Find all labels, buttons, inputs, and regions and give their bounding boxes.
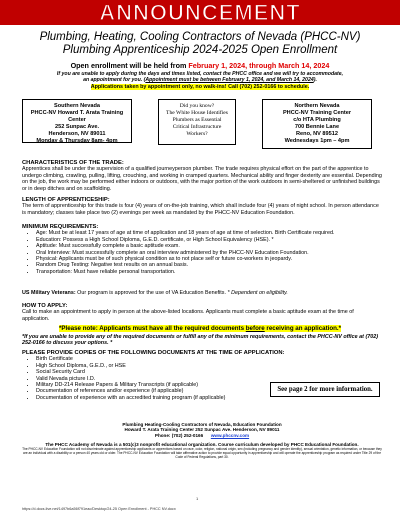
website-link[interactable]: www.phccnv.com (210, 432, 250, 438)
requirement-item: • Aptitude: Must successfully complete a basic aptitude exam. (36, 243, 382, 249)
north-hours: Wednesdays 1pm – 4pm (284, 138, 350, 144)
southern-nevada-box (22, 99, 132, 143)
documents-heading: PLEASE PROVIDE COPIES OF THE FOLLOWING DOCUMENTS AT THE TIME OF APPLICATION: (22, 350, 285, 356)
apply-notice: *Please note: Applicants must have all the required documents before receiving an application.* (58, 325, 342, 332)
apply-heading: HOW TO APPLY: (22, 303, 68, 309)
south-name: PHCC-NV Howard T. Arata Training Center (30, 110, 124, 123)
north-street: 700 Bennie Lane (294, 124, 340, 130)
footer-statement: The PHCC Academy of Nevada is a 501(c)3 nonprofit educational organization. Course curriculum developed by PHCC Educational Foundation. (45, 442, 359, 447)
requirement-item: • Physical: Applicants must be of such physical condition as to not place self or future co-workers in jeopardy. (36, 256, 382, 262)
north-care: c/o HTA Plumbing (293, 117, 341, 123)
requirement-item: • Transportation: Must have reliable personal transportation. (36, 269, 382, 275)
length-section (22, 197, 382, 216)
requirement-item: • Age: Must be at least 17 years of age at time of application and 18 years of age at time of selection. Birth Certificate required. (36, 230, 382, 236)
north-name: PHCC-NV Training Center (282, 110, 352, 116)
apply-unable-note: *If you are unable to provide any of the required documents or fulfill any of the minimum requirements, contact the PHCC-NV office at (702) 252-0166 to discuss your options. * (22, 334, 379, 347)
length-heading: LENGTH OF APPRENTICESHIP: (22, 197, 110, 203)
south-region: Southern Nevada (53, 103, 100, 109)
north-region: Northern Nevada (294, 103, 340, 109)
apply-section (22, 303, 382, 322)
south-street: 252 Sunpac Ave. (54, 124, 100, 130)
page-number: 1 (196, 496, 199, 501)
requirements-section (22, 224, 382, 275)
northern-nevada-box (262, 99, 372, 149)
south-hours: Monday & Thursday 8am- 4pm (36, 138, 118, 144)
veterans-label: US Military Veterans: (22, 290, 76, 296)
footer-org: Plumbing Heating-Cooling Contractors of Nevada, Education Foundation Howard T. Arata Training Center 252 Sunpac Ave. Henderson, NV 89011 Phone: (702) 252-0166 www.phccnv.com (122, 422, 282, 438)
program-title: Plumbing Apprenticeship 2024-2025 Open Enrollment (62, 44, 338, 56)
document-item: • Military DD-214 Release Papers & Military Transcripts (if applicable) (36, 382, 382, 388)
org-title: Plumbing, Heating, Cooling Contractors of Nevada (PHCC-NV) (39, 31, 361, 43)
length-body: The term of apprenticeship for this trade is four (4) years of on-the-job training, which shall include four (4) years of night school. In person attendance is mandatory; classes take place two (2) evenings per week as mandated by the PHCC-NV Education Foundation. (22, 203, 379, 216)
requirement-item: • Oral Interview: Must successfully complete an oral interview administered by the PHCC-NV Education Foundation. (36, 250, 382, 256)
did-you-know-box: Did you know? The White House Identifies Plumbers as Essential Critical Infrastructure Workers? (158, 99, 236, 145)
requirement-item: • Random Drug Testing: Negative test results on an annual basis. (36, 262, 382, 268)
north-city: Reno, NV 89512 (296, 131, 338, 137)
veterans-note: * Dependent on eligibility. (227, 290, 288, 296)
characteristics-heading: CHARACTERISTICS OF THE TRADE: (22, 160, 124, 166)
footer-fine-print: The PHCC-NV Education Foundation will not discriminate against apprenticeship applicants or apprentices based on race, color, religion, national origin, sex (including pregnancy and gender identity), sexual orientation, genetic information, or because they are an individual with a disability or a person 40 years old or older. The PHCC-NV Education Foundation will take affirmative action to provide equal opportunity in apprenticeship and will operate the apprenticeship program as required under Title 29 of the Code of Federal Regulations, part 30. (22, 447, 382, 459)
document-item: • Documentation of experience with an accredited training program (if applicable) (36, 395, 382, 401)
veterans-section: US Military Veterans: Our program is approved for the use of VA Education Benefits. * Dependent on eligibility. (22, 290, 288, 296)
document-item: • Social Security Card (36, 369, 382, 375)
enrollment-date-range: February 1, 2024, through March 14, 2024 (188, 61, 330, 70)
document-item: • Valid Nevada picture I.D. (36, 376, 382, 382)
print-url: https://d.docs.live.net/1497b6a56f791eac/Desktop/24-25 Open Enrollment - PHCC NV.docx (22, 507, 176, 511)
enrollment-dates: Open enrollment will be held from February 1, 2024, through March 14, 2024 (70, 61, 330, 70)
requirement-item: • Education: Possess a High School Diploma, G.E.D. certificate, or High School Equivalency (HSE). * (36, 237, 382, 243)
document-item: • Documentation of references and/or experience (if applicable) (36, 388, 382, 394)
enrollment-note: If you are unable to apply during the days and times listed, contact the PHCC office and we will try to accommodate, an appointment for you. (Appointment must be between February 1, 2024, and March 14, 2024). (56, 71, 344, 84)
footer-phone: Phone: (702) 252-0166 (154, 432, 204, 438)
announcement-title: ANNOUNCEMENT (99, 0, 301, 25)
apply-body: Call to make an appointment to apply in person at the above-listed locations. Applicants must complete a basic aptitude exam at the time of application. (22, 309, 354, 322)
document-item: • Birth Certificate (36, 356, 382, 362)
requirements-list (22, 230, 382, 275)
appointment-note: Applications taken by appointment only, no walk-ins! Call (702) 252-0166 to schedule. (90, 84, 310, 90)
requirements-heading: MINIMUM REQUIREMENTS: (22, 224, 99, 230)
south-city: Henderson, NV 89011 (48, 131, 106, 137)
characteristics-body: Apprentices shall be under the supervision of a qualified journeyperson plumber. The trade requires physical effort on the part of the apprentice to undergo climbing, crawling, pulling, lifting, crouching, and working in cramped quarters. Mechanical ability and finger dexterity are essential. Depending on the job, the work may be performed either indoors or outdoors, with the major portion of the work outdoors in semi-sheltered or unfinished buildings or in deep ditches and on scaffolding. (22, 166, 382, 192)
characteristics-section (22, 160, 382, 192)
document-item: • High School Diploma, G.E.D., or HSE (36, 363, 382, 369)
see-page-2-box: See page 2 for more information. (270, 382, 380, 397)
